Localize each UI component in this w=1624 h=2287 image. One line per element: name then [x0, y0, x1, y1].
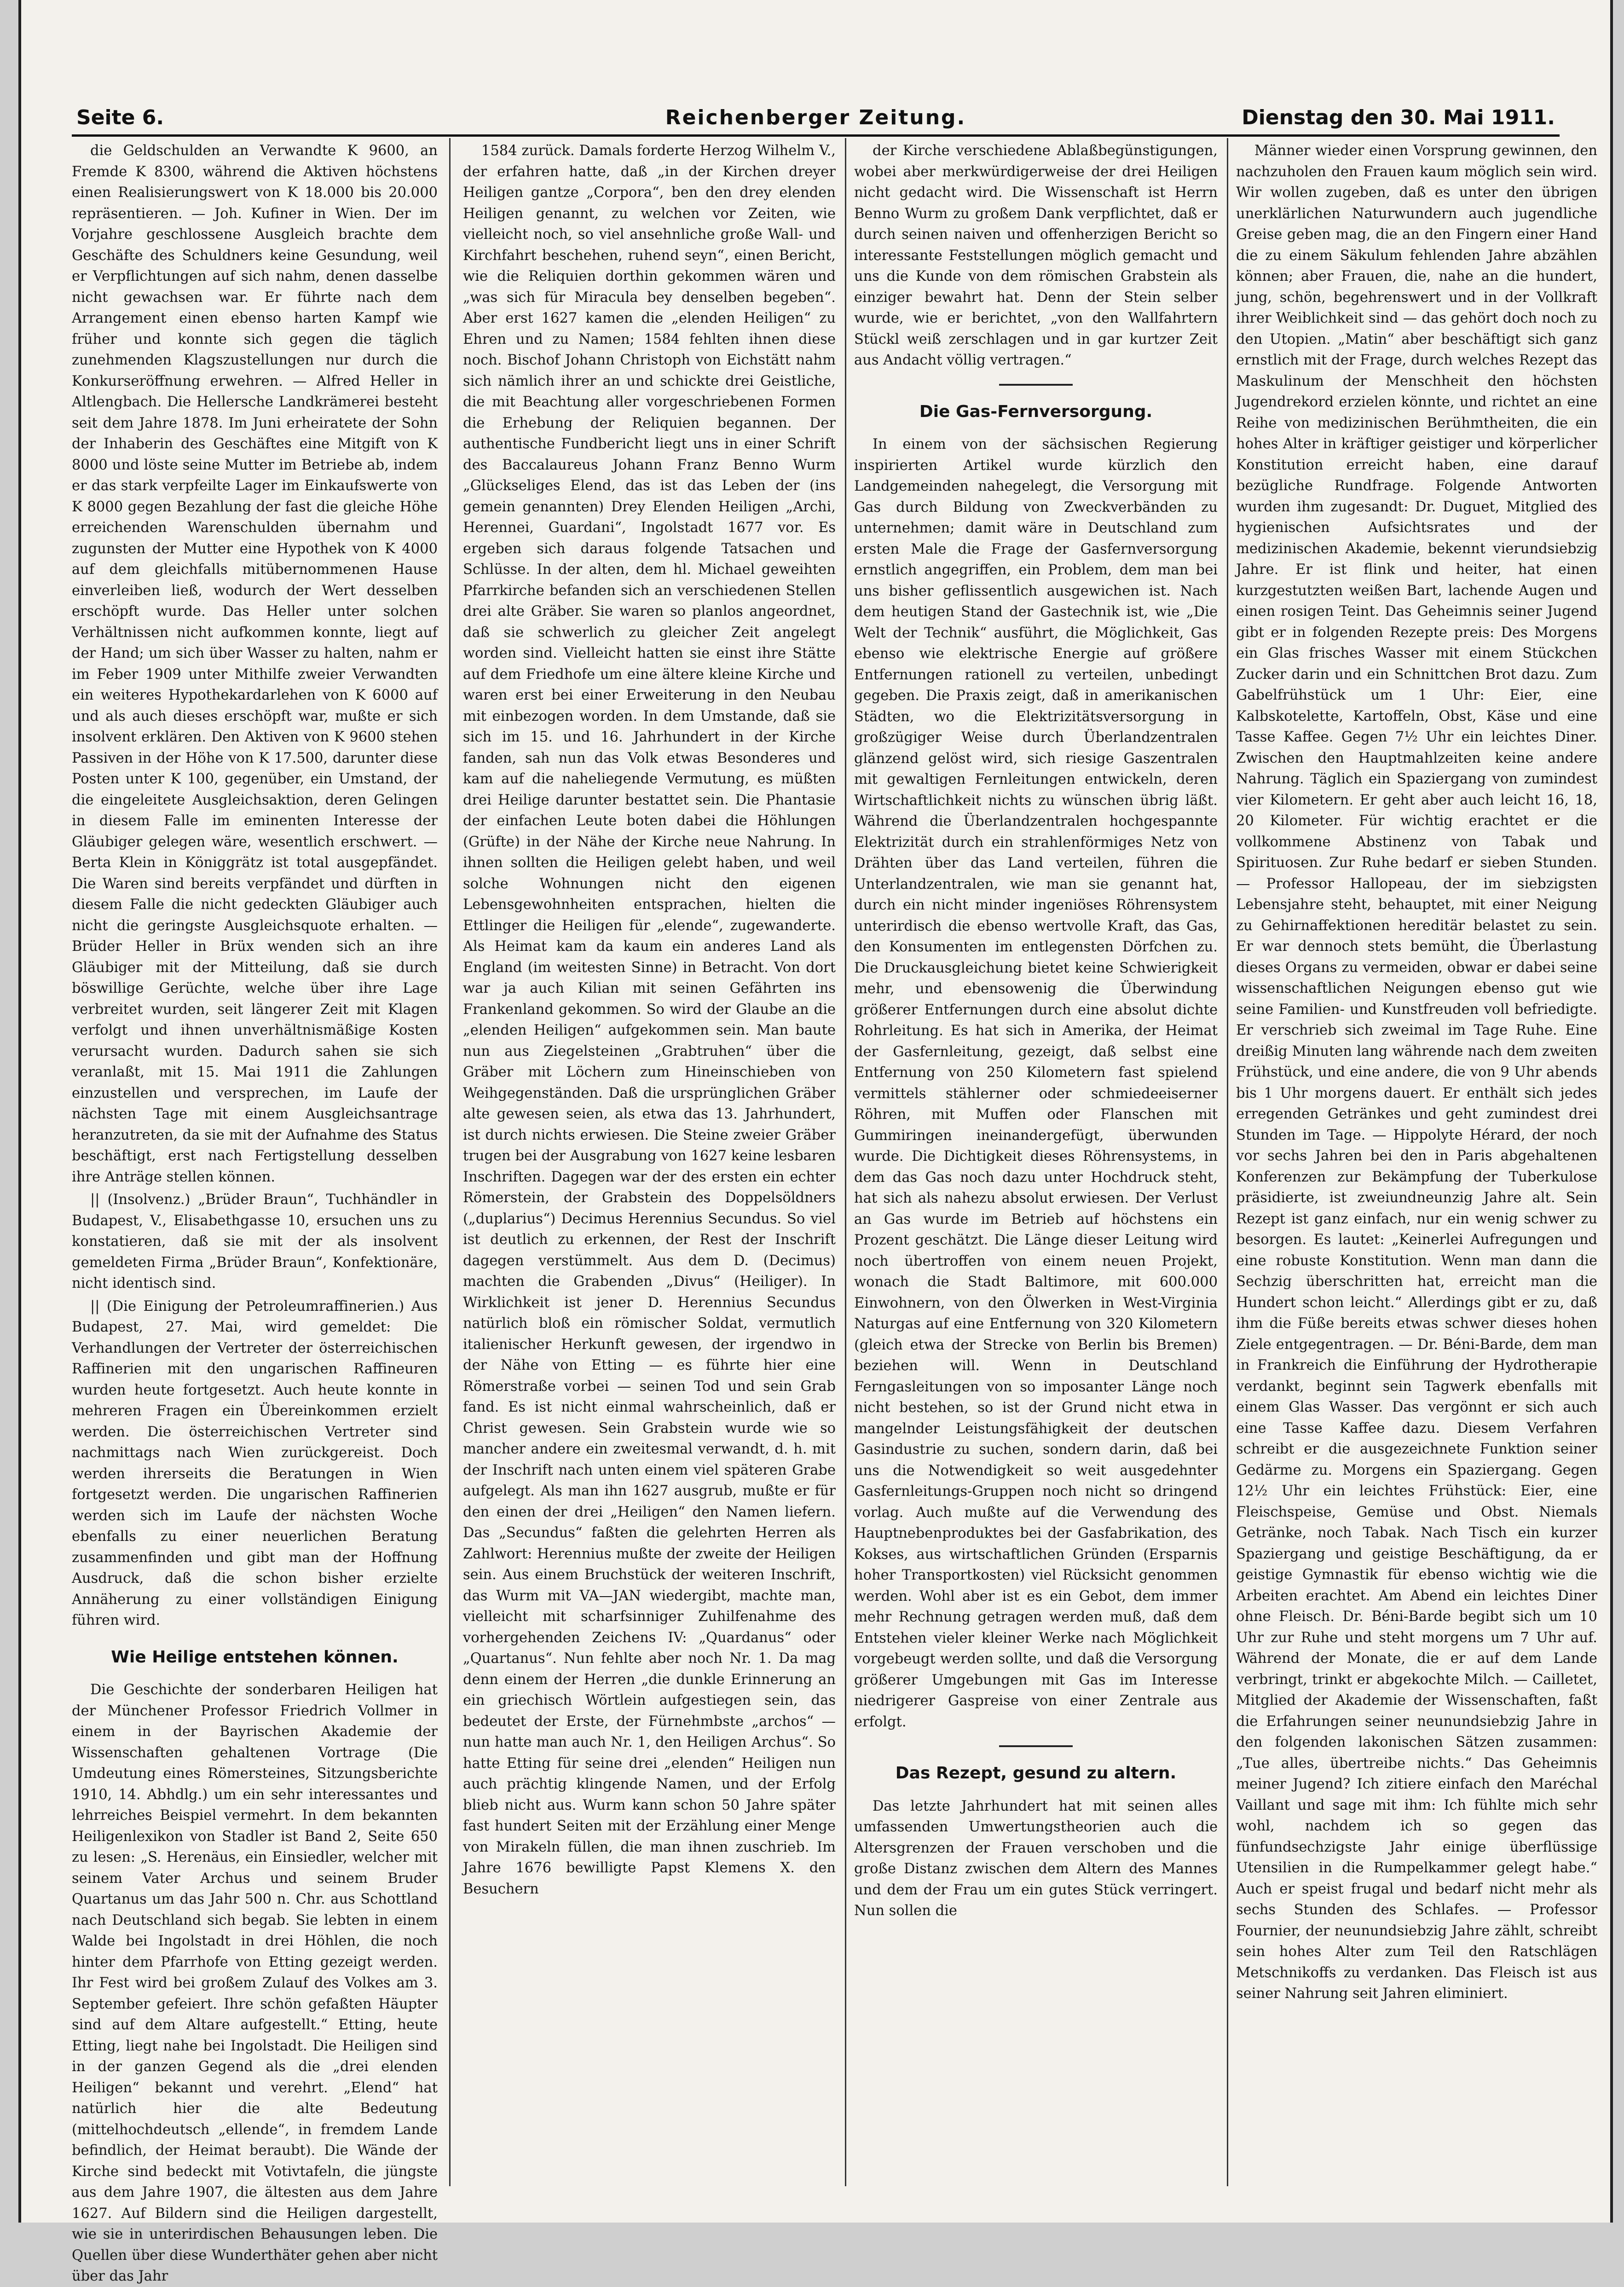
column-2	[463, 140, 836, 2179]
article-heading: Wie Heilige entstehen können.	[111, 1647, 399, 1667]
page-header	[58, 106, 1573, 138]
article-paragraph: 1584 zurück. Damals forderte Herzog Wilhelm V., der erfahren hatte, daß „in der Kirchen dreyer Heiligen gantze „Corpora“, ben den drey elenden Heiligen genannt, zu welchen vor Zeiten, wie vielleicht noch, so viel ansehnliche große Wall- und Kirchfahrt beschehen, ruhend seyn“, einen Bericht, wie die Reliquien dorthin gekommen wären und „was sich für Miracula bey denselben begeben“. Aber erst 1627 kamen die „elenden Heiligen“ zu Ehren und zu Namen; 1584 fehlten ihnen diese noch. Bischof Johann Christoph von Eichstätt nahm sich nämlich ihrer an und schickte drei Geistliche, die mit Beachtung aller vorgeschriebenen Formen die Erhebung der Reliquien begannen. Der authentische Fundbericht liegt uns in einer Schrift des Baccalaureus Johann Franz Benno Wurm „Glückseliges Elend, das ist das Leben der (ins gemein genannten) Drey Elenden Heiligen „Archi, Herennei, Guardani“, Ingolstadt 1677 vor. Es ergeben sich daraus folgende Tatsachen und Schlüsse. In der alten, dem hl. Michael geweihten Pfarrkirche befanden sich an verschiedenen Stellen drei alte Gräber. Sie waren so planlos angeordnet, daß sie schwerlich zu gleicher Zeit angelegt worden sind. Vielleicht hatten sie einst ihre Stätte auf dem Friedhofe um eine ältere kleine Kirche und waren erst bei einer Erweiterung in den Neubau mit einbezogen worden. In dem Umstande, daß sie sich im 15. und 16. Jahrhundert in der Kirche fanden, sah nun das Volk etwas Besonderes und kam auf die naheliegende Vermutung, es müßten drei Heilige darunter bestattet sein. Die Phantasie der einfachen Leute boten dabei die Höhlungen (Grüfte) in der Nähe der Kirche neue Nahrung. In ihnen sollten die Heiligen gelebt haben, und weil solche Wohnungen nicht den eigenen Lebensgewohnheiten entsprachen, hielten die Ettlinger die Heiligen für „elende“, zugewanderte. Als Heimat kam da kaum ein anderes Land als England (im weitesten Sinne) in Betracht. Von dort war ja auch Kilian mit seinen Gefährten ins Frankenland gekommen. So wird der Glaube an die „elenden Heiligen“ aufgekommen sein. Man baute nun aus Ziegelsteinen „Grabtruhen“ über die Gräber mit Löchern zum Hineinschieben von Weihgegenständen. Daß die ursprünglichen Gräber alte gewesen seien, als etwa das 13. Jahrhundert, ist durch nichts erwiesen. Die Steine zweier Gräber trugen bei der Ausgrabung von 1627 keine lesbaren Inschriften. Dagegen war der des ersten ein echter Römerstein, der Grabstein des Doppelsöldners („duplarius“) Decimus Herennius Secundus. So viel ist deutlich zu erkennen, der Rest der Inschrift dagegen verstümmelt. Aus dem D. (Decimus) machten die Grabenden „Divus“ (Heiliger). In Wirklichkeit ist jener D. Herennius Secundus natürlich bloß ein römischer Soldat, vermutlich italienischer Herkunft gewesen, der irgendwo in der Nähe von Etting — es führte hier eine Römerstraße vorbei — seinen Tod und sein Grab fand. Es ist nicht einmal wahrscheinlich, daß er Christ gewesen. Sein Grabstein wurde wie so mancher andere ein zweitesmal verwandt, d. h. mit der Inschrift nach unten einem viel späteren Grabe aufgelegt. Als man ihn 1627 ausgrub, mußte er für den einen der drei „Heiligen“ den Namen liefern. Das „Secundus“ faßten die gelehrten Herren als Zahlwort: Herennius mußte der zweite der Heiligen sein. Aus einem Bruchstück der weiteren Inschrift, das Wurm mit VA—JAN wiedergibt, machte man, vielleicht mit scharfsinniger Zuhilfenahme des vorhergehenden Zeichens IV: „Quardanus“ oder „Quartanus“. Nun fehlte aber noch Nr. 1. Da mag denn einem der Herren „die dunkle Erinnerung an ein griechisch Wörtlein aufgestiegen sein, das bedeutet der Erste, der Fürnehmbste „archos“ — nun hatte man auch Nr. 1, den Heiligen Archus“. So hatte Etting für seine drei „elenden“ Heiligen nun auch prächtig klingende Namen, und der Erfolg blieb nicht aus. Wurm kann schon 50 Jahre später fast hundert Seiten mit der Erzählung einer Menge von Mirakeln füllen, die man ihnen zuschrieb. Im Jahre 1676 bewilligte Papst Klemens X. den Besuchern	[463, 143, 836, 1897]
article-paragraph: || (Die Einigung der Petroleumraffinerien.) Aus Budapest, 27. Mai, wird gemeldet: Die Verhandlungen der Vertreter der österreichischen Raffinerien mit den ungarischen Raffineuren wurden heute fortgesetzt. Auch heute konnte in mehreren Fragen ein Übereinkommen erzielt werden. Die österreichischen Vertreter sind nachmittags nach Wien zurückgereist. Doch werden ihrerseits die Beratungen in Wien fortgesetzt werden. Die ungarischen Raffinerien werden sich im Laufe der nächsten Woche ebenfalls zu einer neuerlichen Beratung zusammenfinden und gibt man der Hoffnung Ausdruck, daß die schon bisher erzielte Annäherung zu einer vollständigen Einigung führen wird.	[72, 1298, 438, 1628]
section-separator	[999, 1745, 1073, 1747]
article-paragraph: der Kirche verschiedene Ablaßbegünstigungen, wobei aber merkwürdigerweise der drei Heiligen nicht gedacht wird. Die Wissenschaft ist Herrn Benno Wurm zu großem Dank verpflichtet, daß er durch seinen naiven und offenherzigen Bericht so interessante Feststellungen möglich gemacht und uns die Kunde von dem römischen Grabstein als einziger bewahrt hat. Denn der Stein selber wurde, wie er berichtet, „von den Wallfahrtern Stückl weiß zerschlagen und in gar kurtzer Zeit aus Andacht völlig vertragen.“	[854, 143, 1218, 368]
column-divider	[845, 138, 846, 2186]
article-paragraph: Die Geschichte der sonderbaren Heiligen hat der Münchener Professor Friedrich Vollmer in einem in der Bayrischen Akademie der Wissenschaften gehaltenen Vortrage (Die Umdeutung eines Römersteines, Sitzungsberichte 1910, 14. Abhdlg.) um ein sehr interessantes und lehrreiches Beispiel vermehrt. In dem bekannten Heiligenlexikon von Stadler ist Band 2, Seite 650 zu lesen: „S. Herenäus, ein Einsiedler, welcher mit seinem Vater Archus und seinem Bruder Quartanus um das Jahr 500 n. Chr. aus Schottland nach Deutschland sich begab. Sie lebten in einem Walde bei Ingolstadt in drei Höhlen, die noch hinter dem Pfarrhofe von Etting gezeigt werden. Ihr Fest wird bei großem Zulauf des Volkes am 3. September gefeiert. Ihre schön gefaßten Häupter sind auf dem Altare aufgestellt.“ Etting, heute Etting, liegt nahe bei Ingolstadt. Die Heiligen sind in der ganzen Gegend als die „drei elenden Heiligen“ bekannt und verehrt. „Elend“ hat natürlich hier die alte Bedeutung (mittelhochdeutsch „ellende“, in fremdem Lande befindlich, der Heimat beraubt). Die Wände der Kirche sind bedeckt mit Votivtafeln, die jüngste aus dem Jahre 1907, die ältesten aus dem Jahre 1627. Auf Bildern sind die Heiligen dargestellt, wie sie in unterirdischen Behausungen leben. Die Quellen über diese Wunderthäter gehen aber nicht über das Jahr	[72, 1682, 438, 2284]
column-1	[72, 140, 438, 2284]
article-paragraph: In einem von der sächsischen Regierung inspirierten Artikel wurde kürzlich den Landgemeinden nahegelegt, die Versorgung mit Gas durch Bildung von Zweckverbänden zu unternehmen; damit wäre in Deutschland zum ersten Male die Frage der Gasfernversorgung ernstlich angegriffen, ein Problem, dem man bei uns bisher geflissentlich ausgewichen ist. Nach dem heutigen Stand der Gastechnik ist, wie „Die Welt der Technik“ ausführt, die Möglichkeit, Gas ebenso wie elektrische Energie auf größere Entfernungen rationell zu verteilen, unbedingt gegeben. Die Praxis zeigt, daß in amerikanischen Städten, wo die Elektrizitätsversorgung in großzügiger Weise durch Überlandzentralen glänzend gelöst wird, sich riesige Gaszentralen mit gewaltigen Fernleitungen entwickeln, deren Wirtschaftlichkeit nichts zu wünschen übrig läßt. Während die Überlandzentralen hochgespannte Elektrizität durch ein strahlenförmiges Netz von Drähten über das Land verteilen, führen die Unterlandzentralen, wie man sie genannt hat, durch ein nicht minder ingeniöses Röhrensystem unterirdisch die ebenso wertvolle Kraft, das Gas, den Konsumenten im entlegensten Dörfchen zu. Die Druckausgleichung bietet keine Schwierigkeit mehr, und ebensowenig die Überwindung größerer Entfernungen durch eine absolut dichte Rohrleitung. Es hat sich in Amerika, der Heimat der Gasfernleitung, gezeigt, daß selbst eine Entfernung von 250 Kilometern fast spielend vermittels stählerner oder schmiedeeiserner Röhren, mit Muffen oder Flanschen mit Gummiringen ineinandergefügt, überwunden wurde. Die Dichtigkeit dieses Röhrensystems, in dem das Gas noch dazu unter Hochdruck steht, hat sich als nahezu absolut erwiesen. Der Verlust an Gas wurde im Betrieb auf höchstens ein Prozent geschätzt. Die Länge dieser Leitung wird noch übertroffen von einem neuen Projekt, wonach die Stadt Baltimore, mit 600.000 Einwohnern, von den Ölwerken in West-Virginia Naturgas auf eine Entfernung von 320 Kilometern (gleich etwa der Strecke von Berlin bis Bremen) beziehen will. Wenn in Deutschland Ferngasleitungen von so imposanter Länge noch nicht bestehen, so ist der Grund nicht etwa in mangelnder Leistungsfähigkeit der deutschen Gasindustrie zu suchen, sondern darin, daß bei uns die Notwendigkeit so weit ausgedehnter Gasfernleitungs-Gruppen noch nicht so dringend vorlag. Auch mußte auf die Verwendung des Hauptnebenproduktes bei der Gasfabrikation, des Kokses, aus wirtschaftlichen Gründen (Ersparnis hoher Transportkosten) viel Rücksicht genommen werden. Wohl aber ist es ein Gebot, dem immer mehr Rechnung getragen werden muß, daß dem Entstehen vieler kleiner Werke nach Möglichkeit vorgebeugt werden sollte, und daß die Versorgung größerer Umgebungen mit Gas im Interesse niedrigerer Gaspreise von einer Zentrale aus erfolgt.	[854, 436, 1218, 1730]
newspaper-title: Reichenberger Zeitung.	[665, 106, 966, 129]
article-paragraph: || (Insolvenz.) „Brüder Braun“, Tuchhändler in Budapest, V., Elisabethgasse 10, ersuchen uns zu konstatieren, daß sie mit der als insolvent gemeldeten Firma „Brüder Braun“, Konfektionäre, nicht identisch sind.	[72, 1192, 438, 1291]
article-heading: Die Gas-Fernversorgung.	[919, 402, 1153, 421]
page-number: Seite 6.	[76, 106, 164, 129]
issue-date: Dienstag den 30. Mai 1911.	[1242, 106, 1555, 129]
article-paragraph: Das letzte Jahrhundert hat mit seinen alles umfassenden Umwertungstheorien auch die Altersgrenzen der Frauen verschoben und die große Distanz zwischen dem Altern des Mannes und dem der Frau um ein gutes Stück verringert. Nun sollen die	[854, 1798, 1218, 1919]
article-paragraph: Männer wieder einen Vorsprung gewinnen, den nachzuholen den Frauen kaum möglich sein wird. Wir wollen zugeben, daß es unter den übrigen unerklärlichen Naturwundern auch jugendliche Greise geben mag, die an den Fingern einer Hand die zu einem Säkulum fehlenden Jahre abzählen können; aber Frauen, die, nahe an die hundert, jung, schön, begehrenswert und in der Vollkraft ihrer Weiblichkeit sind — das gehört doch noch zu den Utopien. „Matin“ aber beschäftigt sich ganz ernstlich mit der Frage, durch welches Rezept das Maskulinum der Menschheit den höchsten Jugendrekord erzielen könnte, und richtet an eine Reihe von medizinischen Berühmtheiten, die ein hohes Alter in kräftiger geistiger und körperlicher Konstitution erreicht haben, eine darauf bezügliche Rundfrage. Folgende Antworten wurden ihm zugesandt: Dr. Duguet, Mitglied des hygienischen Aufsichtsrates und der medizinischen Akademie, bekennt vierundsiebzig Jahre. Er ist flink und heiter, hat einen kurzgestutzten weißen Bart, lachende Augen und einen rosigen Teint. Das Geheimnis seiner Jugend gibt er in folgenden Rezepte preis: Des Morgens ein Glas frisches Wasser mit einem Stückchen Zucker darin und ein Schnittchen Brot dazu. Zum Gabelfrühstück um 1 Uhr: Eier, eine Kalbskotelette, Kartoffeln, Obst, Käse und eine Tasse Kaffee. Gegen 7½ Uhr ein leichtes Diner. Zwischen den Hauptmahlzeiten keine andere Nahrung. Täglich ein Spaziergang von zumindest vier Kilometern. Er geht aber auch leicht 16, 18, 20 Kilometer. Für wichtig erachtet er die vollkommene Abstinenz von Tabak und Spirituosen. Zur Ruhe bedarf er sieben Stunden. — Professor Hallopeau, der im siebzigsten Lebensjahre steht, behauptet, mit einer Neigung zu Gehirnaffektionen hereditär belastet zu sein. Er war dennoch stets bemüht, die Überlastung dieses Organs zu vermeiden, obwar er dabei seine wissenschaftlichen Neigungen ebenso gut wie seine Familien- und Kunstfreuden voll befriedigte. Er verschrieb sich zweimal im Tage Ruhe. Eine dreißig Minuten lang währende nach dem zweiten Frühstück, und eine andere, die von 9 Uhr abends bis 1 Uhr morgens dauert. Er enthält sich jedes erregenden Getränkes und geht zumindest drei Stunden im Tage. — Hippolyte Hérard, der noch vor sechs Jahren bei den in Paris abgehaltenen Konferenzen zur Bekämpfung der Tuberkulose präsidierte, ist zweiundneunzig Jahre alt. Sein Rezept ist ganz einfach, nur ein wenig schwer zu besorgen. Es lautet: „Keinerlei Aufregungen und eine robuste Konstitution. Wenn man dann die Sechzig überschritten hat, erreicht man die Hundert schon leicht.“ Allerdings gibt er zu, daß ihm die Füße bereits etwas schwer dieses hohen Ziele entgegentragen. — Dr. Béni-Barde, dem man in Frankreich die Einführung der Hydrotherapie verdankt, beginnt sein Tagwerk ebenfalls mit einem Glas Wasser. Das vergönnt er sich auch eine Tasse Kaffee dazu. Diesem Verfahren schreibt er die ausgezeichnete Funktion seiner Gedärme zu. Morgens ein Spaziergang. Gegen 12½ Uhr ein leichtes Frühstück: Eier, eine Fleischspeise, Gemüse und Obst. Niemals Getränke, noch Tabak. Nach Tisch ein kurzer Spaziergang und geistige Beschäftigung, da er geistige Gymnastik für ebenso wichtig wie die Arbeiten erachtet. Am Abend ein leichtes Diner ohne Fleisch. Dr. Béni-Barde begibt sich um 10 Uhr zur Ruhe und steht morgens um 7 Uhr auf. Während der Monate, die er auf dem Lande verbringt, trinkt er abgekochte Milch. — Cailletet, Mitglied der Akademie der Wissenschaften, faßt die Erfahrungen seiner neunundsiebzig Jahre in den folgenden lakonischen Sätzen zusammen: „Tue alles, übertreibe nichts.“ Das Geheimnis meiner Jugend? Ich zitiere einfach den Maréchal Vaillant und sage mit ihm: Ich fühlte mich sehr wohl, nachdem ich so gegen das fünfundsechzigste Jahr einige überflüssige Utensilien in die Rumpelkammer gelegt habe.“ Auch er speist frugal und bedarf nicht mehr als sechs Stunden des Schlafes. — Professor Fournier, der neunundsiebzig Jahre zählt, schreibt sein hohes Alter zum Teil den Ratschlägen Metschnikoffs zu verdanken. Das Fleisch ist aus seiner Nahrung seit Jahren eliminiert.	[1236, 143, 1597, 2002]
column-divider	[449, 138, 451, 2186]
article-paragraph: die Geldschulden an Verwandte K 9600, an Fremde K 8300, während die Aktiven höchstens einen Realisierungswert von K 18.000 bis 20.000 repräsentieren. — Joh. Kufiner in Wien. Der im Vorjahre geschlossene Ausgleich brachte dem Geschäfte des Schuldners keine Gesundung, weil er Verpflichtungen auf sich nahm, denen dasselbe nicht gewachsen war. Er führte nach dem Arrangement einen ebenso harten Kampf wie früher und konnte sich gegen die täglich zunehmenden Klagszustellungen nur durch die Konkurseröffnung erwehren. — Alfred Heller in Altlengbach. Die Hellersche Landkrämerei besteht seit dem Jahre 1878. Im Juni erheiratete der Sohn der Inhaberin des Geschäftes eine Mitgift von K 8000 und löste seine Mutter im Betriebe ab, indem er das stark verpfeilte Lager im Einkaufswerte von K 8000 gegen Bezahlung der fast die gleiche Höhe erreichenden Warenschulden übernahm und zugunsten der Mutter eine Hypothek von K 4000 auf dem gleichfalls mitübernommenen Hause einverleiben ließ, wodurch der Wert desselben erschöpft wurde. Das Heller unter solchen Verhältnissen nicht aufkommen konnte, liegt auf der Hand; um sich über Wasser zu halten, nahm er im Feber 1909 unter Mithilfe zweier Verwandten ein weiteres Hypothekardarlehen von K 6000 auf und als auch dieses erschöpft war, mußte er sich insolvent erklären. Den Aktiven von K 9600 stehen Passiven in der Höhe von K 17.500, darunter diese Posten unter K 100, gegenüber, ein Umstand, der die eingeleitete Ausgleichsaktion, deren Gelingen in diesem Falle im eminenten Interesse der Gläubiger gelegen wäre, wesentlich erschwert. — Berta Klein in Königgrätz ist total ausgepfändet. Die Waren sind bereits verpfändet und dürften in diesem Falle die nicht gedeckten Gläubiger auch nicht die geringste Ausgleichsquote erhalten. — Brüder Heller in Brüx wenden sich an ihre Gläubiger mit der Mitteilung, daß sie durch böswillige Gerüchte, welche über ihre Lage verbreitet wurden, seit längerer Zeit mit Klagen verfolgt und ihnen unverhältnismäßige Kosten verursacht wurden. Dadurch sahen sie sich veranlaßt, mit 15. Mai 1911 die Zahlungen einzustellen und versprechen, im Laufe der nächsten Tage mit einem Ausgleichsantrage heranzutreten, da sie mit der Aufnahme des Status beschäftigt, erst nach Fertigstellung desselben ihre Anträge stellen können.	[72, 143, 438, 1185]
column-divider	[1227, 138, 1228, 2186]
newspaper-page	[18, 0, 1613, 2284]
header-rule	[72, 134, 1560, 137]
section-separator	[999, 384, 1073, 386]
article-heading: Das Rezept, gesund zu altern.	[895, 1764, 1177, 1783]
column-4	[1236, 140, 1597, 2179]
column-3	[854, 140, 1218, 2179]
